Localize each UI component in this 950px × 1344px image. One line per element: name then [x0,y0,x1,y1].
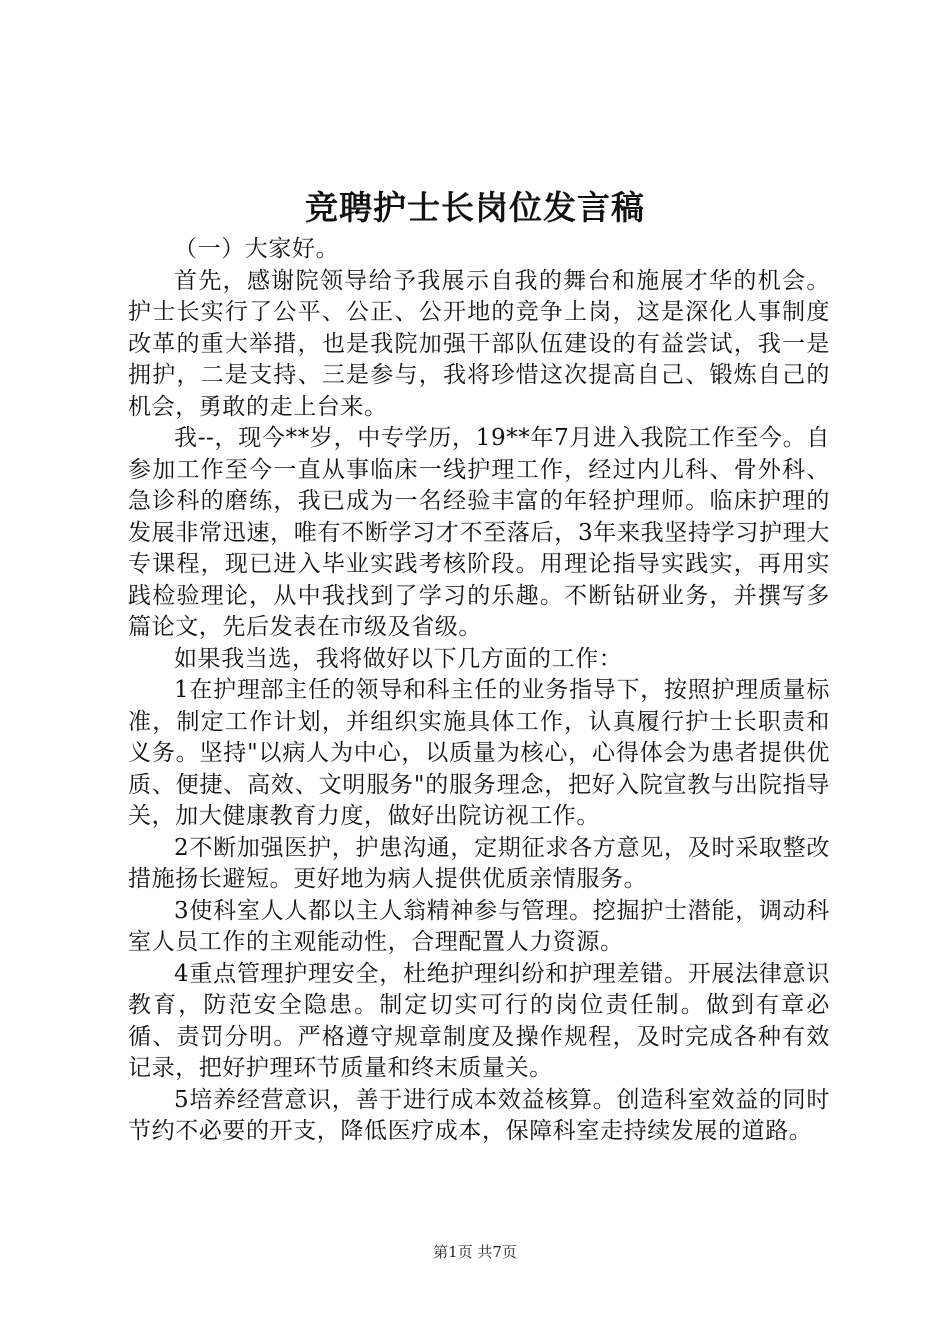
document-title: 竞聘护士长岗位发言稿 [305,188,645,227]
paragraph-plan-item-3: 3使科室人人都以主人翁精神参与管理。挖掘护士潜能，调动科室人员工作的主观能动性，合理配置人力资源。 [128,897,830,955]
paragraph-plan-item-1: 1在护理部主任的领导和科主任的业务指导下，按照护理质量标准，制定工作计划，并组织实施具体工作，认真履行护士长职责和义务。坚持"以病人为中心，以质量为核心，心得体会为患者提供优质、便捷、高效、文明服务"的服务理念，把好入院宣教与出院指导关，加大健康教育力度，做好出院访视工作。 [128,677,830,829]
document-body [128,234,830,1148]
page-number-footer: 第1页 共7页 [433,1243,517,1261]
paragraph-self-introduction: 我--，现今**岁，中专学历，19**年7月进入我院工作至今。自参加工作至今一直从事临床一线护理工作，经过内儿科、骨外科、急诊科的磨练，我已成为一名经验丰富的年轻护理师。临床护理的发展非常迅速，唯有不断学习才不至落后，3年来我坚持学习护理大专课程，现已进入毕业实践考核阶段。用理论指导实践实，再用实践检验理论，从中我找到了学习的乐趣。不断钻研业务，并撰写多篇论文，先后发表在市级及省级。 [128,425,830,640]
paragraph-plan-intro: 如果我当选，我将做好以下几方面的工作： [174,645,623,672]
paragraph-plan-item-2: 2不断加强医护，护患沟通，定期征求各方意见，及时采取整改措施扬长避短。更好地为病人提供优质亲情服务。 [128,834,830,892]
paragraph-greeting: （一）大家好。 [174,236,340,262]
paragraph-plan-item-5: 5培养经营意识，善于进行成本效益核算。创造科室效益的同时节约不必要的开支，降低医疗成本，保障科室走持续发展的道路。 [128,1086,830,1144]
paragraph-thanks: 首先，感谢院领导给予我展示自我的舞台和施展才华的机会。护士长实行了公平、公正、公开地的竞争上岗，这是深化人事制度改革的重大举措，也是我院加强干部队伍建设的有益尝试，我一是拥护，二是支持、三是参与，我将珍惜这次提高自己、锻炼自己的机会，勇敢的走上台来。 [128,267,830,420]
paragraph-plan-item-4: 4重点管理护理安全，杜绝护理纠纷和护理差错。开展法律意识教育，防范安全隐患。制定切实可行的岗位责任制。做到有章必循、责罚分明。严格遵守规章制度及操作规程，及时完成各种有效记录，把好护理环节质量和终末质量关。 [128,960,830,1081]
